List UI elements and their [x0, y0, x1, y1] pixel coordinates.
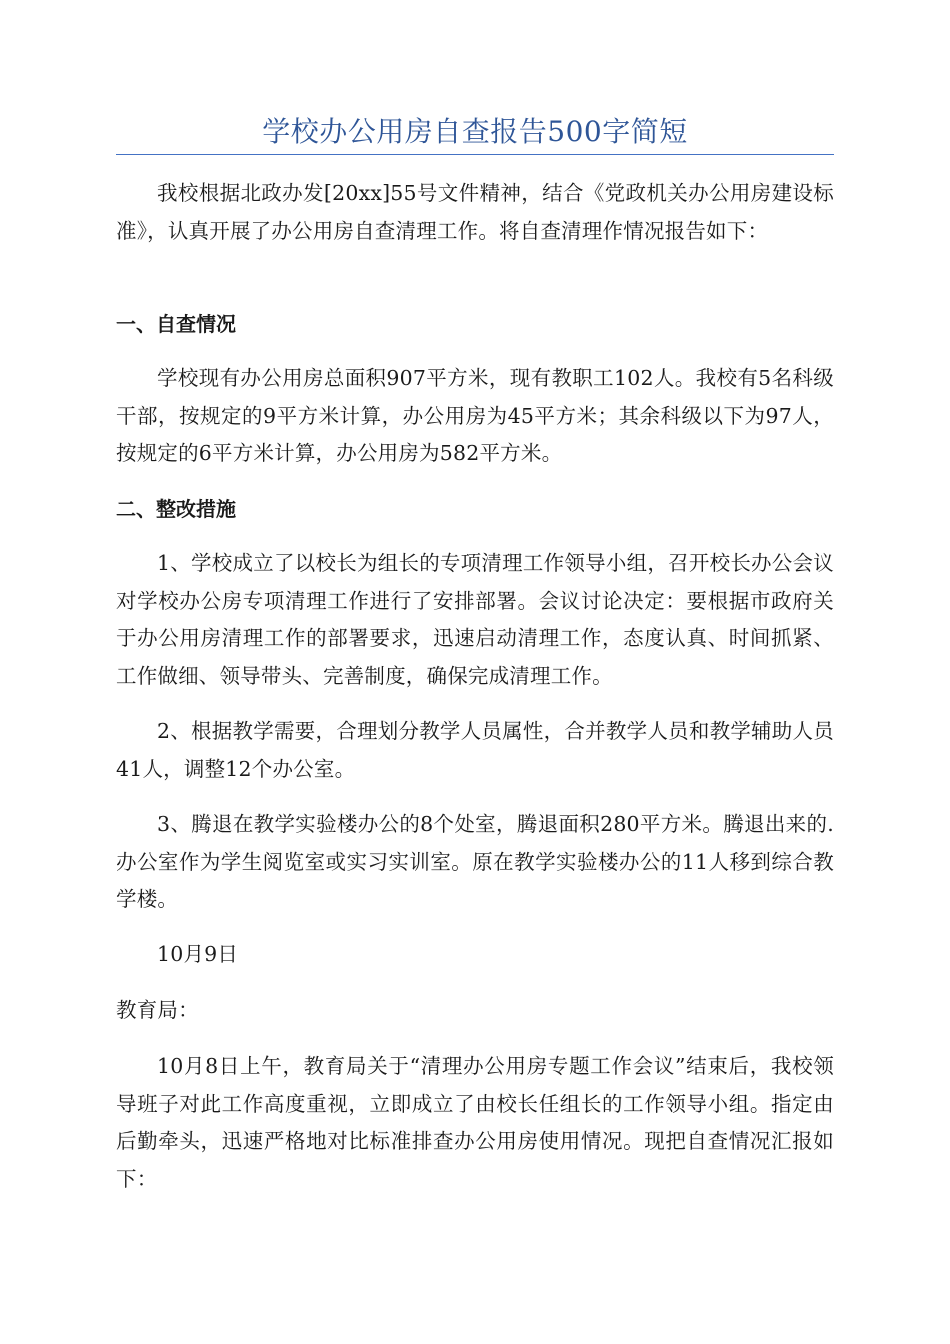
date-line: 10月9日 [157, 942, 239, 966]
intro-paragraph: 我校根据北政办发[20xx]55号文件精神，结合《党政机关办公用房建设标准》，认真开展了办公用房自查清理工作。将自查清理作情况报告如下： [116, 181, 834, 243]
salutation: 教育局： [116, 998, 199, 1022]
closing-paragraph: 10月8日上午，教育局关于“清理办公用房专题工作会议”结束后，我校领导班子对此工作高度重视，立即成立了由校长任组长的工作领导小组。指定由后勤牵头，迅速严格地对比标准排查办公用房使用情况。现把自查情况汇报如下： [116, 1054, 834, 1191]
section-2-item-3: 3、腾退在教学实验楼办公的8个处室，腾退面积280平方米。腾退出来的.办公室作为学生阅览室或实习实训室。原在教学实验楼办公的11人移到综合教学楼。 [116, 812, 834, 911]
document-title: 学校办公用房自查报告500字简短 [262, 115, 688, 148]
section-2-heading: 二、整改措施 [116, 497, 236, 521]
title-underline [116, 154, 834, 155]
section-1-heading: 一、自查情况 [116, 312, 236, 336]
section-1-body: 学校现有办公用房总面积907平方米，现有教职工102人。我校有5名科级干部，按规定的9平方米计算，办公用房为45平方米；其余科级以下为97人，按规定的6平方米计算，办公用房为582平方米。 [116, 366, 834, 465]
section-2-item-2: 2、根据教学需要，合理划分教学人员属性，合并教学人员和教学辅助人员41人，调整12个办公室。 [116, 719, 834, 781]
section-2-item-1: 1、学校成立了以校长为组长的专项清理工作领导小组，召开校长办公会议对学校办公房专项清理工作进行了安排部署。会议讨论决定：要根据市政府关于办公用房清理工作的部署要求，迅速启动清理工作，态度认真、时间抓紧、工作做细、领导带头、完善制度，确保完成清理工作。 [116, 551, 834, 688]
